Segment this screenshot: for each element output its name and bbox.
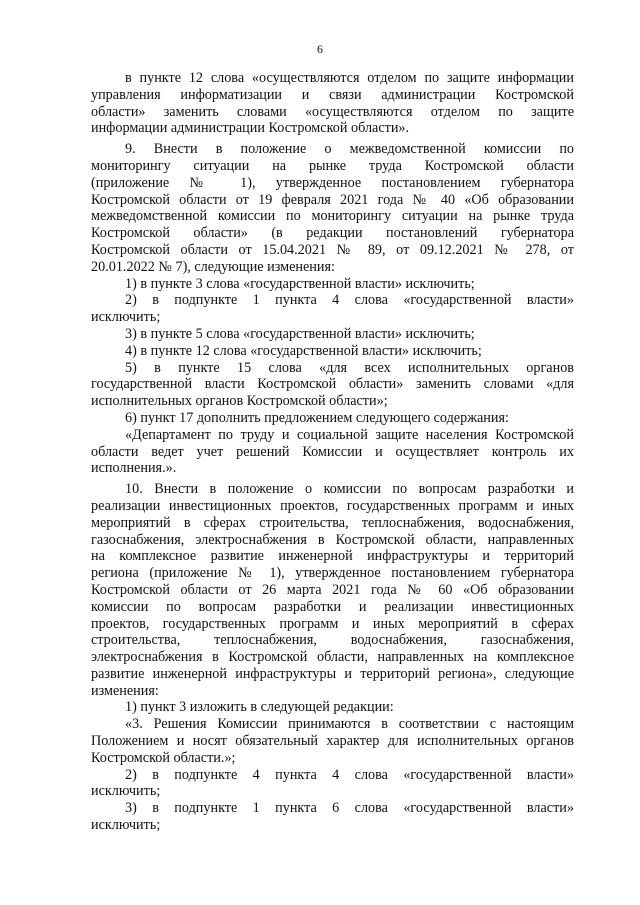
text-line: 20.01.2022 № 7), следующие изменения: <box>91 258 335 275</box>
text-line: управления информатизации и связи администрации Костромской <box>91 86 574 103</box>
text-line: Костромской области.»; <box>91 749 236 766</box>
text-line: исключить; <box>91 817 161 834</box>
text-line: Костромской области» (в редакции постановлений губернатора <box>91 225 574 242</box>
text-line: Костромской области от 15.04.2021 № 89, от 09.12.2021 № 278, от <box>91 241 574 258</box>
text-line: комиссии по вопросам разработки и реализации инвестиционных <box>91 598 574 615</box>
text-line: мониторингу ситуации на рынке труда Костромской области <box>91 157 574 174</box>
text-line: региона (приложение № 1), утвержденное постановлением губернатора <box>91 565 574 582</box>
text-line: в пункте 12 слова «осуществляются отделом по защите информации <box>125 70 574 86</box>
text-line: исключить; <box>91 309 161 326</box>
text-line: электроснабжения в Костромской области, направленных на комплексное <box>91 649 574 666</box>
text-line: Костромской области от 19 февраля 2021 года № 40 «Об образовании <box>91 191 574 208</box>
text-line: изменения: <box>91 682 159 699</box>
text-line: 2) в подпункте 4 пункта 4 слова «государственной власти» <box>125 766 574 783</box>
text-line: 1) в пункте 3 слова «государственной власти» исключить; <box>125 275 475 292</box>
text-line: 10. Внести в положение о комиссии по вопросам разработки и <box>125 481 574 498</box>
text-line: проектов, государственных программ и иных мероприятий в сферах <box>91 615 574 632</box>
text-line: 2) в подпункте 1 пункта 4 слова «государственной власти» <box>125 292 574 309</box>
text-line: исполнения.». <box>91 460 177 477</box>
text-line: исключить; <box>91 783 161 800</box>
page-number: 6 <box>317 42 323 56</box>
text-line: «Департамент по труду и социальной защите населения Костромской <box>125 426 574 443</box>
text-line: газоснабжения, электроснабжения в Костромской области, направленных <box>91 531 574 548</box>
text-line: «3. Решения Комиссии принимаются в соответствии с настоящим <box>125 716 574 733</box>
text-line: области ведет учет решений Комиссии и осуществляет контроль их <box>91 443 574 460</box>
text-line: Положением и носят обязательный характер для исполнительных органов <box>91 733 574 750</box>
text-line: (приложение № 1), утвержденное постановлением губернатора <box>91 174 574 191</box>
text-line: исполнительных органов Костромской области»; <box>91 393 388 410</box>
text-line: строительства, теплоснабжения, водоснабжения, газоснабжения, <box>91 632 574 649</box>
text-line: 9. Внести в положение о межведомственной комиссии по <box>125 141 574 158</box>
text-line: реализации инвестиционных проектов, государственных программ и иных <box>91 497 574 514</box>
text-line: 5) в пункте 15 слова «для всех исполнительных органов <box>125 359 574 376</box>
text-line: 3) в подпункте 1 пункта 6 слова «государственной власти» <box>125 800 574 817</box>
text-line: государственной власти Костромской области» заменить словами «для <box>91 376 574 393</box>
text-line: развитие инженерной инфраструктуры и территорий региона», следующие <box>91 665 574 682</box>
text-line: мероприятий в сферах строительства, теплоснабжения, водоснабжения, <box>91 514 574 531</box>
text-line: области» заменить словами «осуществляются отделом по защите <box>91 103 574 120</box>
text-line: информации администрации Костромской области». <box>91 120 410 137</box>
text-line: 1) пункт 3 изложить в следующей редакции: <box>125 699 394 716</box>
text-line: 4) в пункте 12 слова «государственной власти» исключить; <box>125 342 482 359</box>
text-line: 6) пункт 17 дополнить предложением следующего содержания: <box>125 409 509 426</box>
text-line: на комплексное развитие инженерной инфраструктуры и территорий <box>91 548 574 565</box>
document-body <box>91 70 574 834</box>
text-line: межведомственной комиссии по мониторингу ситуации на рынке труда <box>91 208 574 225</box>
text-line: 3) в пункте 5 слова «государственной власти» исключить; <box>125 325 475 342</box>
text-line: Костромской области от 26 марта 2021 года № 60 «Об образовании <box>91 581 574 598</box>
